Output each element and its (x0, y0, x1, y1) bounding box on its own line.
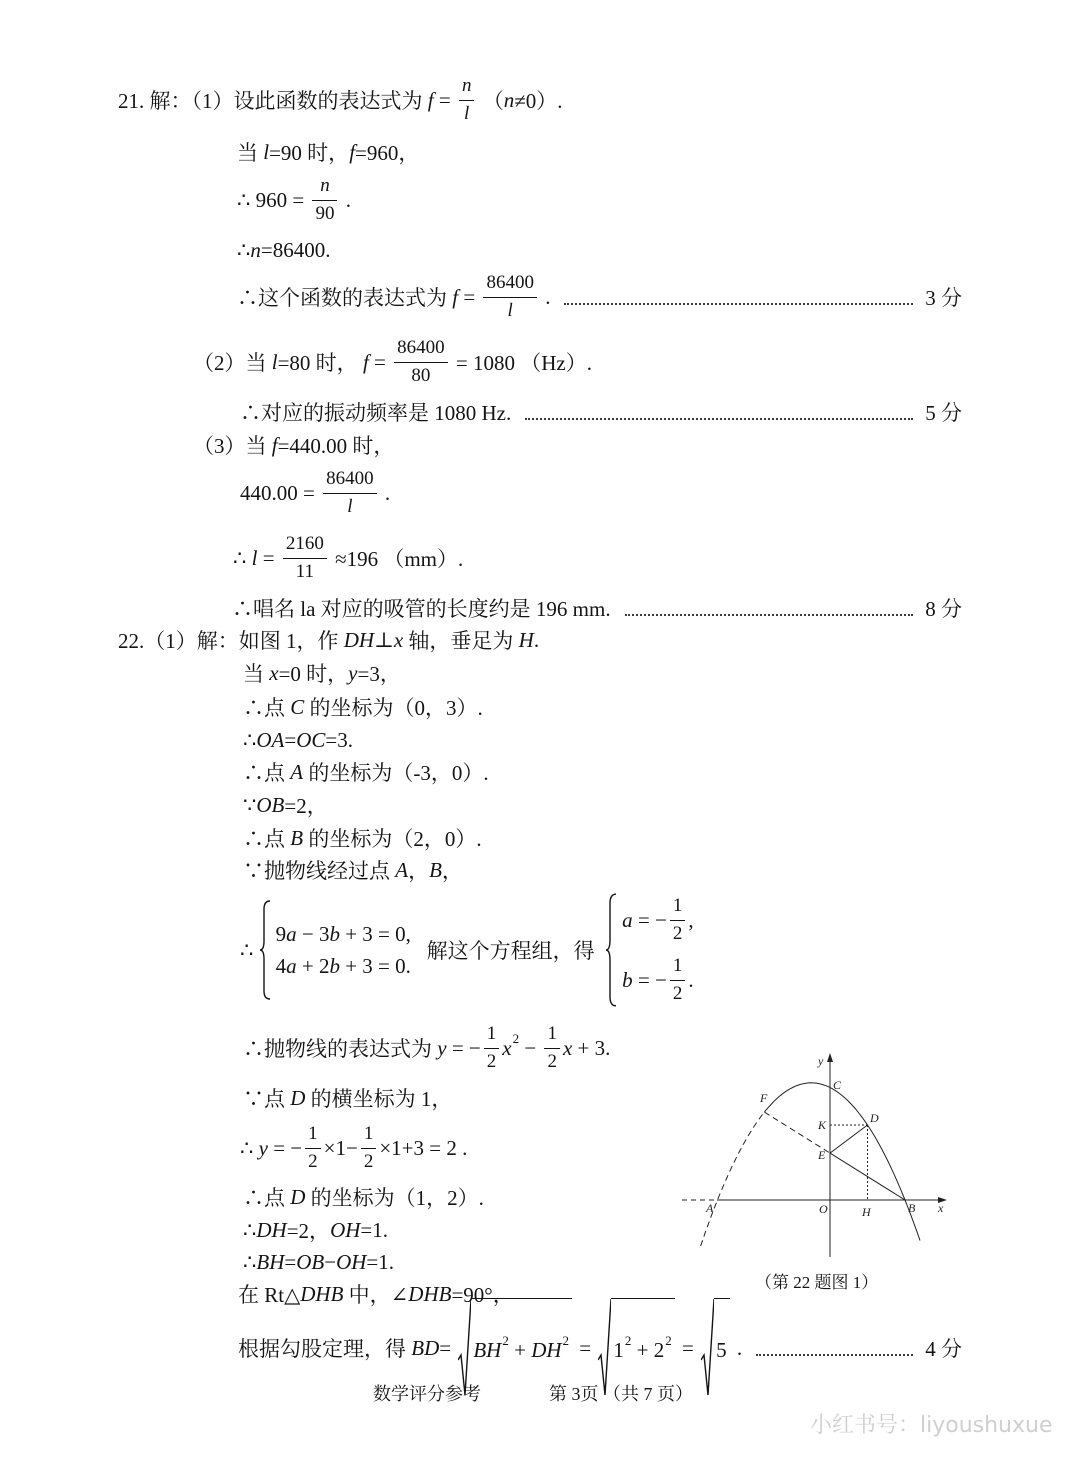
text-run: ∴唱名 la 对应的吸管的长度约是 196 mm. (232, 597, 611, 621)
text-run: ×1− (323, 1135, 358, 1160)
text-run: 5 (716, 1337, 727, 1362)
text-run: ∴ (243, 727, 257, 752)
math-variable: D (290, 1085, 306, 1110)
text-run: =2， (286, 1219, 331, 1243)
math-variable: A (395, 857, 409, 882)
math-variable: b (329, 921, 340, 946)
text-run: 9 (275, 921, 287, 946)
math-variable: OH (330, 1217, 361, 1242)
math-variable: y (348, 660, 358, 685)
text-run: ∴ (240, 937, 259, 962)
watermark: 小红书号：liyoushuxue (810, 1413, 1053, 1438)
equation-row (276, 919, 411, 949)
text-run: 的坐标为（1，2）. (305, 1186, 484, 1210)
text-run: + 2 (296, 953, 330, 978)
math-variable: l (263, 139, 270, 164)
parabola-curve (764, 1083, 920, 1241)
fraction (283, 532, 327, 584)
fraction-denominator: l (507, 299, 513, 321)
fraction-numerator: 86400 (323, 467, 377, 494)
text-run: 440.00 = (240, 480, 321, 505)
text-run: ∴ (233, 545, 252, 570)
text-run: 轴，垂足为 (403, 629, 519, 653)
fraction (484, 1022, 500, 1074)
text-run: . (688, 967, 694, 992)
text-run: = (458, 284, 481, 309)
math-variable: DH (256, 1217, 287, 1242)
leader-dots (756, 1354, 913, 1356)
fraction (312, 174, 337, 226)
math-variable: a (286, 921, 297, 946)
fraction-denominator: 2 (308, 1150, 318, 1172)
math-variable: DH (531, 1337, 562, 1362)
text-run: =1. (360, 1217, 388, 1242)
text-run: = (433, 87, 456, 112)
fraction-numerator: 1 (361, 1122, 377, 1149)
text-run: = − (632, 907, 667, 932)
math-variable: BD (411, 1335, 440, 1360)
math-variable: H (518, 627, 534, 652)
footer-subject: 数学评分参考 (373, 1384, 481, 1404)
fraction-numerator: 86400 (394, 336, 448, 363)
footer-page-number: 第 3页 （共 7 页） (549, 1384, 693, 1404)
parabola-figure (670, 1045, 960, 1270)
fraction-numerator: 86400 (483, 271, 537, 298)
text-run: ∴ (243, 1249, 257, 1274)
superscript: 2 (624, 1333, 632, 1348)
fraction-denominator: 80 (411, 364, 431, 386)
text-run: ∴ (240, 1135, 259, 1160)
label-a: A (706, 1201, 714, 1215)
text-run: （ (477, 89, 504, 113)
radical-sign (701, 1298, 714, 1398)
text-run: ∴抛物线的表达式为 (243, 1037, 438, 1061)
text-run: = (368, 349, 392, 374)
label-x: x (938, 1201, 944, 1215)
radicand (714, 1298, 730, 1398)
equation-row (622, 953, 693, 1007)
math-variable: OB (256, 792, 285, 817)
fraction-denominator: l (464, 102, 470, 124)
fraction-numerator: 1 (670, 894, 686, 921)
text-run: ， (408, 859, 430, 883)
text-run: + 3 = 0. (339, 953, 411, 978)
text-run: =0 时， (278, 662, 349, 686)
label-k: K (818, 1118, 827, 1132)
math-variable: f (452, 284, 459, 309)
text-run: . (379, 480, 391, 505)
figure-caption: （第 22 题图 1） (755, 1273, 879, 1292)
fraction (670, 954, 686, 1006)
text-run: 根据勾股定理，得 (238, 1337, 412, 1361)
fraction-numerator: 1 (484, 1022, 500, 1049)
math-variable: OB (296, 1249, 325, 1274)
text-run: + 2 (631, 1337, 665, 1362)
fraction-denominator: 2 (547, 1050, 557, 1072)
equation-rows (622, 893, 693, 1007)
text-run: = − (446, 1035, 481, 1060)
leader-dots (525, 418, 913, 420)
fraction (544, 1022, 560, 1074)
fraction-denominator: l (347, 495, 353, 517)
text-run: =960， (355, 141, 420, 165)
text-run: = (574, 1335, 597, 1360)
text-run: ∵抛物线经过点 (243, 859, 396, 883)
math-variable: b (329, 953, 340, 978)
text-run: ∴ 960 = (237, 187, 310, 212)
fraction-denominator: 90 (315, 202, 335, 224)
math-variable: x (393, 627, 404, 652)
text-run: . (539, 284, 551, 309)
text-run: + 3. (572, 1035, 611, 1060)
math-variable: OC (296, 727, 326, 752)
leader-dots (564, 303, 913, 305)
text-run: =2， (284, 794, 328, 818)
math-variable: B (429, 857, 442, 882)
math-variable: OH (336, 1249, 367, 1274)
label-y: y (818, 1054, 824, 1068)
math-variable: x (562, 1035, 573, 1060)
equation-system (259, 900, 411, 1000)
text-run: = (284, 727, 297, 752)
superscript: 2 (562, 1333, 570, 1348)
text-run: 当 (237, 141, 264, 165)
score-points: 8 分 (925, 597, 962, 621)
text-run: 1 (613, 1337, 624, 1362)
equation-row (276, 951, 411, 981)
superscript: 2 (502, 1333, 509, 1348)
fraction-denominator: 2 (672, 982, 683, 1004)
fraction (670, 894, 686, 946)
text-run: ∵点 (243, 1087, 291, 1111)
fraction (361, 1122, 377, 1174)
fraction-denominator: 2 (363, 1150, 374, 1172)
text-run: = 1080 （Hz）. (450, 351, 592, 375)
math-variable: A (290, 759, 304, 784)
math-variable: OA (256, 727, 285, 752)
text-run: （3）当 (193, 434, 272, 458)
parabola-left-branch (701, 1112, 765, 1246)
segment-ed (830, 1125, 868, 1153)
math-variable: b (622, 967, 633, 992)
math-variable: f (427, 87, 434, 112)
label-d: D (870, 1111, 879, 1125)
text-run: ∴对应的振动频率是 1080 Hz. (240, 401, 512, 425)
text-run: 的坐标为（0，3）. (304, 696, 483, 720)
left-brace (605, 893, 617, 1007)
fraction-denominator: 11 (295, 560, 314, 582)
text-run: ∴这个函数的表达式为 (237, 286, 453, 310)
fraction (459, 74, 475, 126)
text-run: =90 时， (269, 141, 350, 165)
math-variable: n (250, 237, 261, 262)
text-run: （2）当 (193, 351, 272, 375)
label-o: O (819, 1202, 828, 1216)
fraction-numerator: 1 (670, 954, 686, 981)
text-run: = − (267, 1135, 303, 1160)
label-h: H (862, 1205, 871, 1219)
square-root (701, 1298, 730, 1398)
math-variable: l (271, 349, 278, 374)
text-run: ∴点 (243, 696, 291, 720)
text-run: ， (441, 859, 463, 883)
text-run: =440.00 时， (277, 434, 395, 458)
text-run: 的横坐标为 1， (305, 1087, 453, 1111)
text-run: , (688, 907, 694, 932)
fraction-numerator: 1 (544, 1022, 560, 1049)
text-run: ≠0）. (514, 89, 563, 113)
fraction (323, 467, 377, 519)
leader-dots (625, 614, 914, 616)
math-variable: DHB (408, 1281, 452, 1306)
text-run: ⊥ (374, 627, 394, 652)
text-run: 解这个方程组，得 (410, 939, 606, 963)
text-run: = − (632, 967, 667, 992)
math-variable: C (290, 694, 305, 719)
equation-rows (276, 919, 411, 981)
text-run: =90°， (451, 1283, 514, 1307)
text-run: =3. (325, 727, 353, 752)
text-run: = (439, 1335, 457, 1360)
text-run: ∴点 (243, 827, 291, 851)
fraction-denominator: 2 (672, 922, 683, 944)
text-run: . (731, 1335, 743, 1360)
equation-row (622, 893, 693, 947)
fraction-numerator: 2160 (283, 532, 327, 559)
equation-system (605, 893, 693, 1007)
text-run: =3， (357, 662, 401, 686)
label-e: E (818, 1148, 826, 1162)
text-run: ≈196 （mm）. (329, 547, 464, 571)
text-run: − 3 (296, 921, 330, 946)
text-run: ∴ (237, 237, 251, 262)
score-points: 5 分 (925, 401, 962, 425)
left-brace (259, 900, 271, 1000)
text-run: 在 Rt△ (238, 1283, 301, 1307)
text-run: 的坐标为（2，0）. (303, 827, 482, 851)
label-c: C (833, 1078, 842, 1092)
text-run: ∴点 (243, 761, 291, 785)
fraction (483, 271, 537, 323)
fraction-numerator: n (312, 174, 337, 201)
text-run: . (340, 187, 351, 212)
text-run: 22.（1）解：如图 1，作 (118, 629, 344, 653)
score-points: 4 分 (925, 1337, 962, 1361)
fraction (305, 1122, 321, 1174)
text-run: + (508, 1337, 532, 1362)
text-run: ∴点 (243, 1186, 291, 1210)
math-variable: DH (343, 627, 375, 652)
math-variable: BH (256, 1249, 285, 1274)
text-run: 4 (275, 953, 287, 978)
label-f: F (760, 1091, 768, 1105)
text-run: − (324, 1249, 337, 1274)
text-run: = (676, 1335, 700, 1360)
text-run: + 3 = 0, (339, 921, 411, 946)
label-b: B (908, 1201, 916, 1215)
text-run: ×1+3 = 2 . (379, 1135, 468, 1160)
math-variable: x (269, 660, 279, 685)
segment-eb (830, 1153, 905, 1200)
math-variable: n (503, 87, 515, 112)
text-run: − (519, 1035, 542, 1060)
math-variable: D (290, 1184, 306, 1209)
fraction (394, 336, 448, 388)
math-variable: y (437, 1035, 447, 1060)
text-run: = (257, 545, 280, 570)
score-points: 3 分 (925, 286, 962, 310)
math-variable: f (271, 432, 278, 457)
text-run: =80 时， (277, 351, 363, 375)
fraction-numerator: n (459, 74, 475, 101)
superscript: 2 (665, 1333, 672, 1348)
math-variable: f (349, 139, 356, 164)
text-run: 中，∠ (343, 1283, 409, 1307)
superscript: 2 (512, 1031, 520, 1046)
math-variable: BH (473, 1337, 502, 1362)
text-run: =1. (366, 1249, 394, 1274)
fraction-denominator: 2 (486, 1050, 497, 1072)
math-variable: a (286, 953, 297, 978)
math-variable: l (251, 545, 258, 570)
math-variable: B (290, 825, 304, 850)
text-run: = (284, 1249, 297, 1274)
text-run: 的坐标为（-3，0）. (303, 761, 489, 785)
math-variable: f (362, 349, 369, 374)
math-variable: y (258, 1135, 268, 1160)
text-run: 当 (243, 662, 270, 686)
text-run: ∵ (243, 792, 257, 817)
text-run: 21. 解：（1）设此函数的表达式为 (118, 89, 428, 113)
fraction-numerator: 1 (305, 1122, 321, 1149)
y-axis-arrow (827, 1053, 833, 1062)
text-run: =86400. (260, 237, 331, 262)
math-variable: DHB (300, 1281, 344, 1306)
text-run: ∴ (243, 1217, 257, 1242)
math-variable: a (622, 907, 633, 932)
math-variable: x (502, 1035, 512, 1060)
text-run: . (533, 627, 540, 652)
